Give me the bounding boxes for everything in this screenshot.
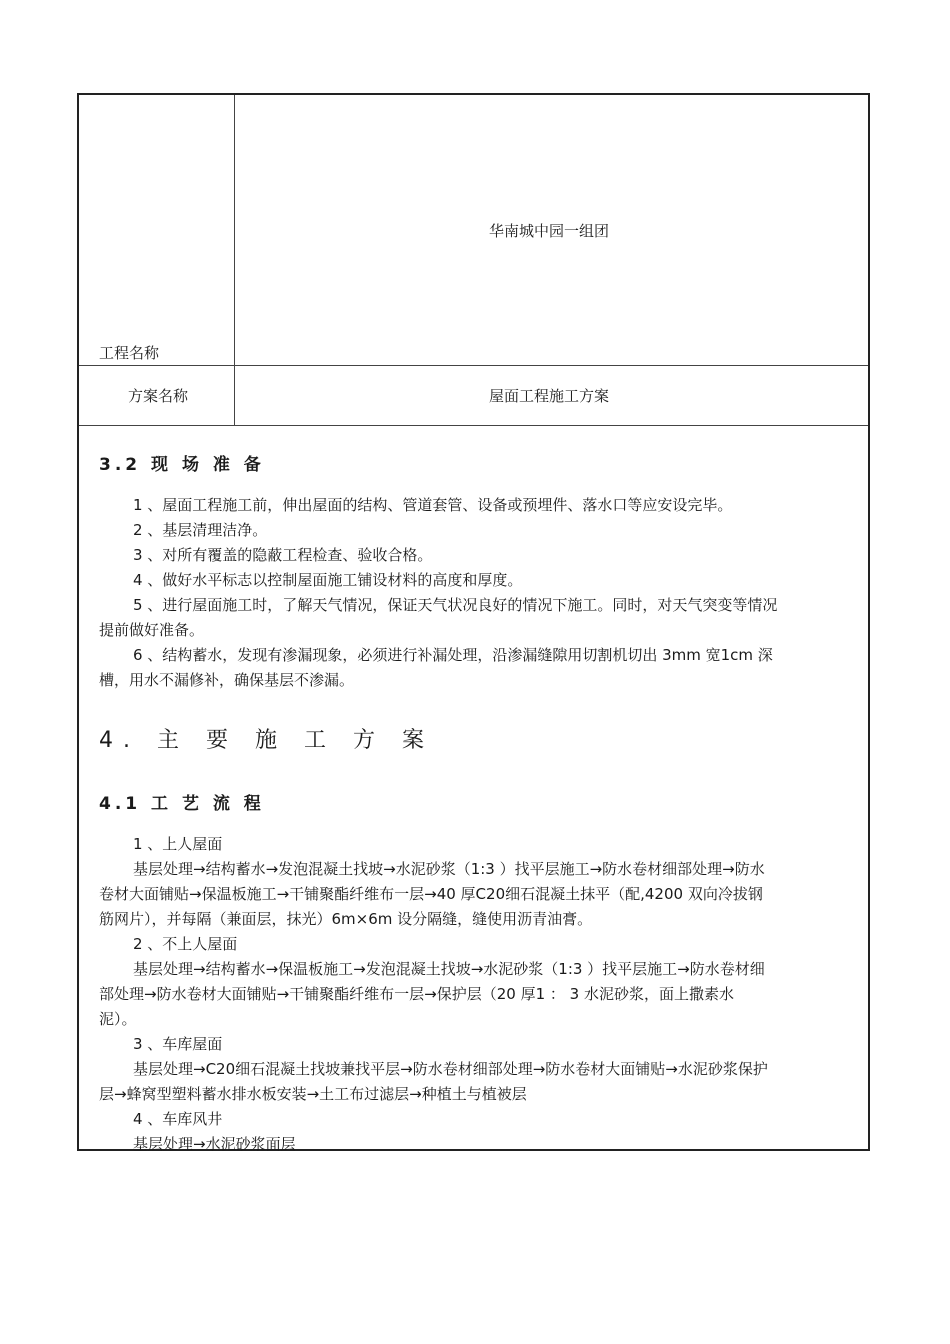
project-name-label: 工程名称 bbox=[99, 344, 160, 362]
paragraph-line: 3 、车库屋面 bbox=[133, 1035, 223, 1053]
paragraph-line: 基层处理→C20细石混凝土找坡兼找平层→防水卷材细部处理→防水卷材大面铺贴→水泥砂浆保护 bbox=[133, 1060, 768, 1078]
paragraph-line: 1 、上人屋面 bbox=[133, 835, 223, 853]
paragraph-line: 3 、对所有覆盖的隐蔽工程检查、验收合格。 bbox=[133, 546, 433, 564]
paragraph-line: 1 、屋面工程施工前，伸出屋面的结构、管道套管、设备或预埋件、落水口等应安设完毕。 bbox=[133, 496, 733, 514]
paragraph-line: 基层处理→结构蓄水→发泡混凝土找坡→水泥砂浆（1:3 ）找平层施工→防水卷材细部处理→防水 bbox=[133, 860, 765, 878]
paragraph-line: 2 、不上人屋面 bbox=[133, 935, 238, 953]
table-column-divider bbox=[234, 95, 235, 425]
plan-name-label: 方案名称 bbox=[128, 387, 189, 405]
section-3-2-heading: 3.2 现 场 准 备 bbox=[99, 455, 265, 475]
table-row-divider bbox=[79, 425, 868, 426]
document-frame bbox=[77, 93, 870, 1151]
section-4-heading: 4. 主 要 施 工 方 案 bbox=[99, 728, 434, 753]
paragraph-line: 层→蜂窝型塑料蓄水排水板安装→土工布过滤层→种植土与植被层 bbox=[99, 1085, 527, 1103]
paragraph-line: 6 、结构蓄水，发现有渗漏现象，必须进行补漏处理，沿渗漏缝隙用切割机切出 3mm 宽1cm 深 bbox=[133, 646, 773, 664]
table-row-divider bbox=[79, 365, 868, 366]
paragraph-line: 2 、基层清理洁净。 bbox=[133, 521, 268, 539]
paragraph-line: 筋网片），并每隔（兼面层，抹光）6m×6m 设分隔缝，缝使用沥青油膏。 bbox=[99, 910, 593, 928]
paragraph-line: 提前做好准备。 bbox=[99, 621, 205, 639]
section-4-1-heading: 4.1 工 艺 流 程 bbox=[99, 794, 265, 814]
paragraph-line: 槽，用水不漏修补，确保基层不渗漏。 bbox=[99, 671, 355, 689]
paragraph-line: 4 、做好水平标志以控制屋面施工铺设材料的高度和厚度。 bbox=[133, 571, 523, 589]
paragraph-line: 卷材大面铺贴→保温板施工→干铺聚酯纤维布一层→40 厚C20细石混凝土抹平（配,4200 双向冷拔钢 bbox=[99, 885, 763, 903]
paragraph-line: 4 、车库风井 bbox=[133, 1110, 223, 1128]
paragraph-line: 部处理→防水卷材大面铺贴→干铺聚酯纤维布一层→保护层（20 厚1 ： 3 水泥砂浆，面上撒素水 bbox=[99, 985, 734, 1003]
paragraph-line: 基层处理→结构蓄水→保温板施工→发泡混凝土找坡→水泥砂浆（1:3 ）找平层施工→防水卷材细 bbox=[133, 960, 765, 978]
paragraph-line: 泥）。 bbox=[99, 1010, 137, 1028]
plan-name-value: 屋面工程施工方案 bbox=[489, 387, 610, 405]
paragraph-line: 基层处理→水泥砂浆面层 bbox=[133, 1135, 296, 1153]
project-name-value: 华南城中园一组团 bbox=[489, 222, 610, 240]
paragraph-line: 5 、进行屋面施工时，了解天气情况，保证天气状况良好的情况下施工。同时，对天气突变等情况 bbox=[133, 596, 778, 614]
